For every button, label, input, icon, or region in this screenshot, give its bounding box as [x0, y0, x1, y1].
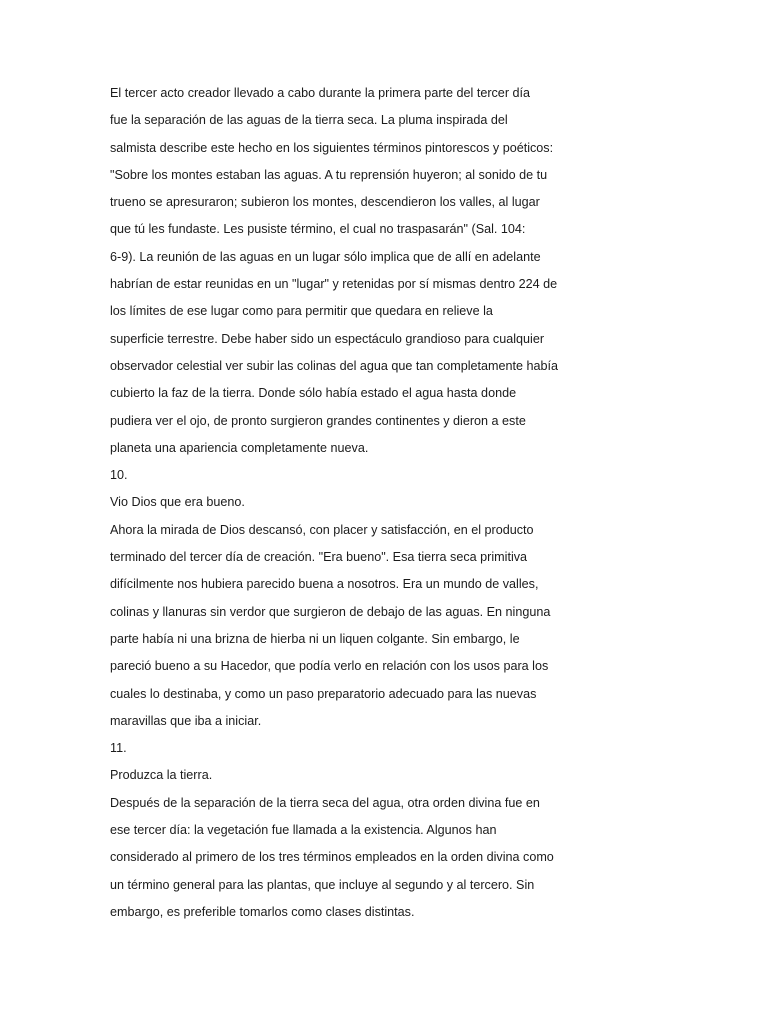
- text-line: embargo, es preferible tomarlos como clases distintas.: [110, 904, 415, 919]
- text-line: cuales lo destinaba, y como un paso preparatorio adecuado para las nuevas: [110, 686, 537, 701]
- text-line: maravillas que iba a iniciar.: [110, 713, 262, 728]
- text-line: observador celestial ver subir las colinas del agua que tan completamente había: [110, 358, 559, 373]
- text-line: fue la separación de las aguas de la tierra seca. La pluma inspirada del: [110, 113, 508, 128]
- text-line: considerado al primero de los tres términos empleados en la orden divina como: [110, 850, 554, 865]
- text-line: planeta una apariencia completamente nueva.: [110, 440, 369, 455]
- section-heading: Vio Dios que era bueno.: [110, 495, 245, 510]
- text-line: parte había ni una brizna de hierba ni un liquen colgante. Sin embargo, le: [110, 631, 520, 646]
- text-line: pudiera ver el ojo, de pronto surgieron grandes continentes y dieron a este: [110, 413, 526, 428]
- section-number: 10.: [110, 468, 128, 483]
- document-text: [110, 81, 670, 927]
- text-line: ese tercer día: la vegetación fue llamada a la existencia. Algunos han: [110, 823, 497, 838]
- text-line: difícilmente nos hubiera parecido buena a nosotros. Era un mundo de valles,: [110, 577, 539, 592]
- text-line: cubierto la faz de la tierra. Donde sólo había estado el agua hasta donde: [110, 386, 517, 401]
- section-heading: Produzca la tierra.: [110, 768, 213, 783]
- text-line: trueno se apresuraron; subieron los montes, descendieron los valles, al lugar: [110, 195, 540, 210]
- text-line: Después de la separación de la tierra seca del agua, otra orden divina fue en: [110, 795, 540, 810]
- section-number: 11.: [110, 741, 127, 756]
- text-line: Ahora la mirada de Dios descansó, con placer y satisfacción, en el producto: [110, 522, 534, 537]
- text-line: "Sobre los montes estaban las aguas. A tu reprensión huyeron; al sonido de tu: [110, 167, 548, 182]
- text-line: los límites de ese lugar como para permitir que quedara en relieve la: [110, 304, 493, 319]
- text-line: 6-9). La reunión de las aguas en un lugar sólo implica que de allí en adelante: [110, 249, 541, 264]
- text-line: un término general para las plantas, que incluye al segundo y al tercero. Sin: [110, 877, 535, 892]
- text-line: salmista describe este hecho en los siguientes términos pintorescos y poéticos:: [110, 140, 554, 155]
- text-line: pareció bueno a su Hacedor, que podía verlo en relación con los usos para los: [110, 659, 549, 674]
- text-line: terminado del tercer día de creación. "Era bueno". Esa tierra seca primitiva: [110, 550, 528, 565]
- text-line: El tercer acto creador llevado a cabo durante la primera parte del tercer día: [110, 86, 531, 100]
- text-line: superficie terrestre. Debe haber sido un espectáculo grandioso para cualquier: [110, 331, 545, 346]
- text-line: que tú les fundaste. Les pusiste término, el cual no traspasarán" (Sal. 104:: [110, 222, 526, 237]
- text-line: colinas y llanuras sin verdor que surgieron de debajo de las aguas. En ninguna: [110, 604, 551, 619]
- text-line: habrían de estar reunidas en un "lugar" y retenidas por sí mismas dentro 224 de: [110, 277, 558, 292]
